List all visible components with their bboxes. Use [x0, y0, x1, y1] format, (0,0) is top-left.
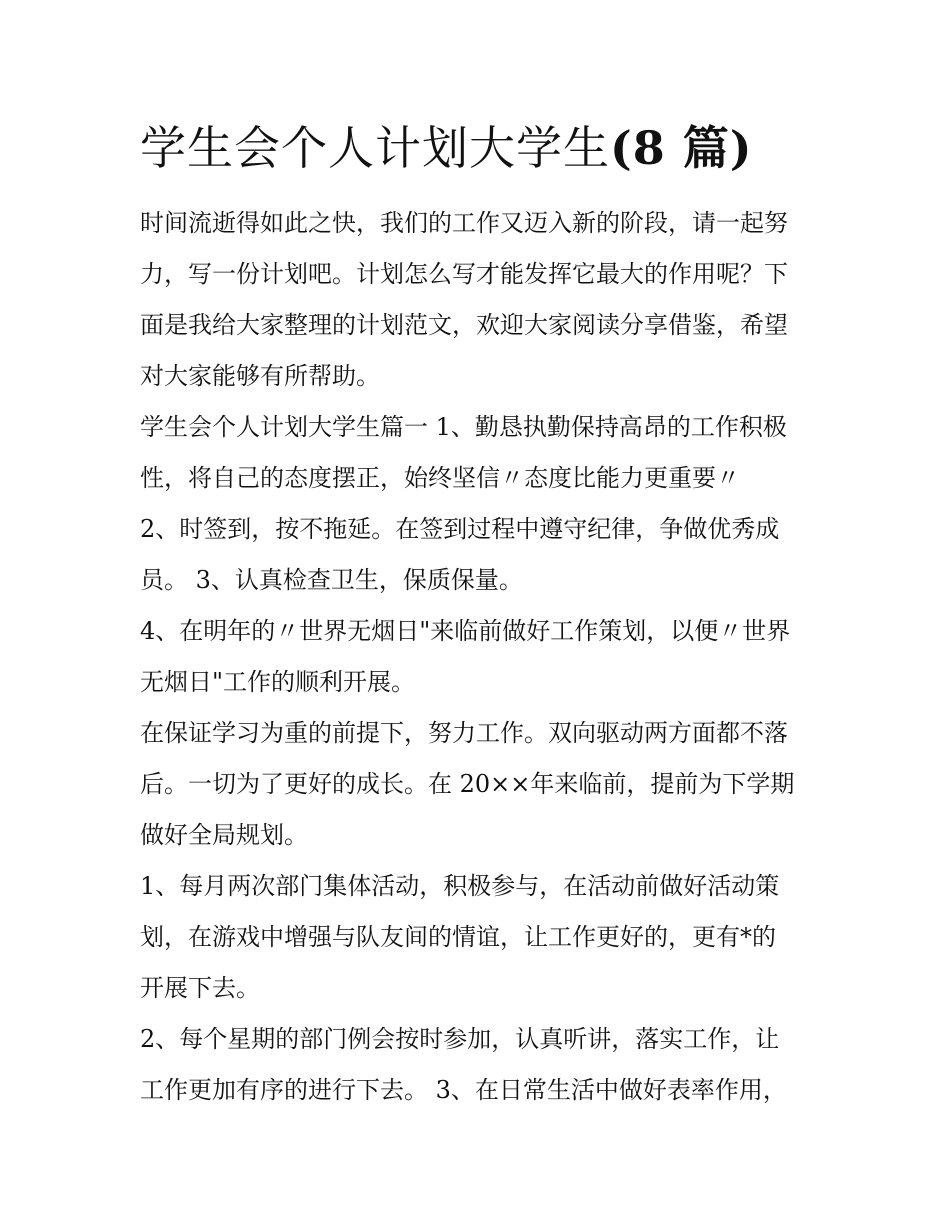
text-line: 划，在游戏中增强与队友间的情谊，让工作更好的，更有*的 [140, 923, 776, 951]
paragraph-monthly-activity [140, 861, 820, 1014]
text-line: 做好全局规划。 [140, 821, 308, 849]
text-line: 无烟日"工作的顺利开展。 [140, 668, 416, 696]
text-line: 后。一切为了更好的成长。在 20××年来临前，提前为下学期 [140, 770, 795, 798]
text-line: 工作更加有序的进行下去。 3、在日常生活中做好表率作用， [140, 1076, 787, 1104]
text-line: 在保证学习为重的前提下，努力工作。双向驱动两方面都不落 [140, 719, 788, 747]
text-line: 性，将自己的态度摆正，始终坚信〃态度比能力更重要〃 [140, 464, 740, 492]
text-line: 1、每月两次部门集体活动，积极参与，在活动前做好活动策 [140, 872, 780, 900]
paragraph-item-4 [140, 606, 820, 708]
text-line: 2、每个星期的部门例会按时参加，认真听讲，落实工作，让 [140, 1025, 780, 1053]
paragraph-item-2 [140, 504, 820, 606]
text-line: 学生会个人计划大学生篇一 1、勤恳执勤保持高昂的工作积极 [140, 413, 787, 441]
text-line: 开展下去。 [140, 974, 260, 1002]
text-line: 时间流逝得如此之快，我们的工作又迈入新的阶段，请一起努 [140, 209, 788, 237]
paragraph-study-balance [140, 708, 820, 861]
paragraph-section-one [140, 402, 820, 504]
text-line: 面是我给大家整理的计划范文，欢迎大家阅读分享借鉴，希望 [140, 311, 788, 339]
paragraph-weekly-meeting [140, 1014, 820, 1116]
text-line: 员。 3、认真检查卫生，保质保量。 [140, 566, 523, 594]
text-line: 4、在明年的〃世界无烟日"来临前做好工作策划，以便〃世界 [140, 617, 791, 645]
text-line: 2、时签到，按不拖延。在签到过程中遵守纪律，争做优秀成 [140, 515, 780, 543]
text-line: 力，写一份计划吧。计划怎么写才能发挥它最大的作用呢？下 [140, 260, 788, 288]
document-body [140, 198, 820, 1116]
document-title-main: 学生会个人计划大学生 [140, 121, 610, 175]
document-title-suffix: (8 篇) [610, 121, 753, 175]
text-line: 对大家能够有所帮助。 [140, 362, 380, 390]
document-title [140, 112, 840, 184]
paragraph-intro [140, 198, 820, 402]
